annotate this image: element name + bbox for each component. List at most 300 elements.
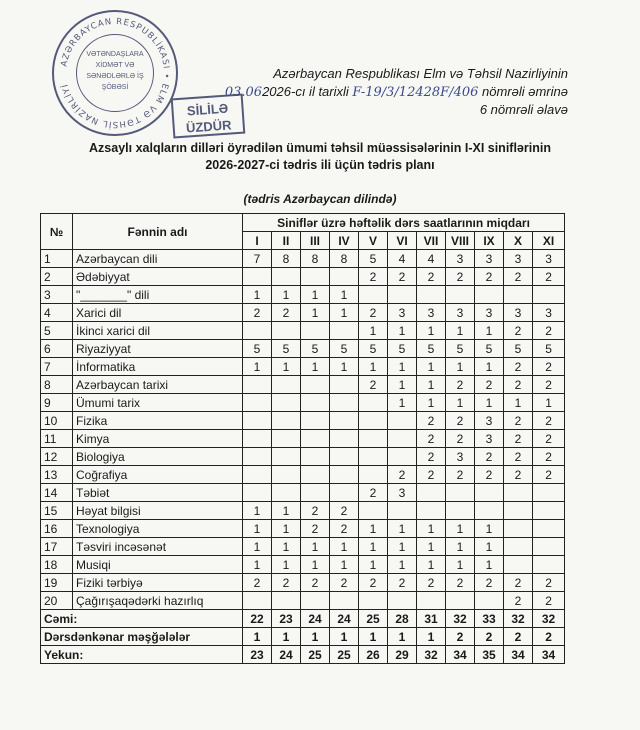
hours-cell: 1: [533, 394, 565, 412]
hours-cell: 2: [504, 466, 533, 484]
hours-cell: [388, 592, 417, 610]
hours-cell: [243, 466, 272, 484]
hours-cell: 2: [533, 412, 565, 430]
row-number: 19: [41, 574, 73, 592]
hours-cell: 1: [359, 538, 388, 556]
hours-cell: [243, 412, 272, 430]
hours-cell: 1: [359, 556, 388, 574]
hours-cell: 2: [243, 574, 272, 592]
table-row: [41, 502, 565, 520]
hours-cell: 1: [359, 520, 388, 538]
total-cell: 34: [533, 646, 565, 664]
hours-cell: 5: [504, 340, 533, 358]
subject-name: Azərbaycan dili: [73, 250, 243, 268]
hours-cell: 1: [330, 358, 359, 376]
hours-cell: 2: [475, 574, 504, 592]
hours-cell: 3: [388, 484, 417, 502]
hours-cell: 5: [359, 340, 388, 358]
subject-name: İnformatika: [73, 358, 243, 376]
hours-cell: 5: [475, 340, 504, 358]
hours-cell: [330, 412, 359, 430]
hours-cell: 1: [388, 556, 417, 574]
grade-header: IX: [475, 232, 504, 250]
hours-cell: [533, 502, 565, 520]
total-cell: 26: [359, 646, 388, 664]
hours-cell: [533, 538, 565, 556]
document-title-line1: Azsaylı xalqların dilləri öyrədilən ümumi təhsil müəssisələrinin I-XI siniflərinin: [89, 141, 551, 155]
totals-label: Yekun:: [41, 646, 243, 664]
table-row: [41, 340, 565, 358]
hours-cell: [330, 268, 359, 286]
hours-cell: 4: [417, 250, 446, 268]
hours-cell: 2: [504, 376, 533, 394]
hours-cell: 2: [475, 376, 504, 394]
hours-cell: 8: [301, 250, 330, 268]
row-number: 20: [41, 592, 73, 610]
subject-name: Ümumi tarix: [73, 394, 243, 412]
total-cell: 34: [446, 646, 475, 664]
hours-cell: [446, 502, 475, 520]
hours-cell: [417, 592, 446, 610]
total-cell: 2: [446, 628, 475, 646]
row-number: 16: [41, 520, 73, 538]
hours-cell: 1: [417, 376, 446, 394]
hours-cell: [301, 376, 330, 394]
hours-cell: 2: [504, 322, 533, 340]
subject-name: Kimya: [73, 430, 243, 448]
grade-header: VII: [417, 232, 446, 250]
hours-cell: 1: [417, 394, 446, 412]
subject-name: Biologiya: [73, 448, 243, 466]
hours-cell: [417, 286, 446, 304]
row-number: 1: [41, 250, 73, 268]
hours-cell: [475, 502, 504, 520]
col-number-header: №: [41, 214, 73, 250]
total-cell: 29: [388, 646, 417, 664]
hours-cell: 1: [243, 520, 272, 538]
hours-cell: 2: [417, 268, 446, 286]
totals-row: [41, 646, 565, 664]
hours-cell: [359, 448, 388, 466]
hours-cell: [359, 430, 388, 448]
subject-name: Riyaziyyat: [73, 340, 243, 358]
hours-cell: [243, 448, 272, 466]
table-row: [41, 556, 565, 574]
col-subject-header: Fənnin adı: [73, 214, 243, 250]
row-number: 12: [41, 448, 73, 466]
hours-cell: [330, 484, 359, 502]
hours-cell: 5: [272, 340, 301, 358]
total-cell: 1: [243, 628, 272, 646]
hours-cell: 2: [533, 466, 565, 484]
hours-cell: 1: [272, 358, 301, 376]
table-row: [41, 322, 565, 340]
subject-name: Xarici dil: [73, 304, 243, 322]
hours-cell: [301, 466, 330, 484]
row-number: 2: [41, 268, 73, 286]
hours-cell: [533, 520, 565, 538]
hours-cell: 1: [388, 376, 417, 394]
hours-cell: 1: [475, 556, 504, 574]
hours-cell: 1: [388, 358, 417, 376]
hours-cell: 3: [475, 250, 504, 268]
hours-cell: [533, 484, 565, 502]
subject-name: Çağırışaqədərki hazırlıq: [73, 592, 243, 610]
hours-cell: [388, 412, 417, 430]
header-appendix: 6 nömrəli əlavə: [479, 102, 568, 117]
stamp-line: ÜZDÜR: [185, 117, 232, 136]
hours-cell: 1: [388, 322, 417, 340]
hours-cell: 1: [243, 538, 272, 556]
hours-cell: [272, 466, 301, 484]
row-number: 9: [41, 394, 73, 412]
hours-cell: [359, 466, 388, 484]
hours-cell: [446, 592, 475, 610]
total-cell: 28: [388, 610, 417, 628]
handwritten-date: 03.06: [224, 85, 263, 100]
hours-cell: 1: [388, 520, 417, 538]
hours-cell: [504, 484, 533, 502]
totals-label: Dərsdənkənar məşğələlər: [41, 628, 243, 646]
subject-name: Coğrafiya: [73, 466, 243, 484]
subject-name: Texnologiya: [73, 520, 243, 538]
stamp-line: SİLİLƏ: [186, 100, 229, 119]
total-cell: 1: [301, 628, 330, 646]
table-body: [41, 250, 565, 664]
hours-cell: 1: [417, 538, 446, 556]
svg-text:AZƏRBAYCAN RESPUBLİKASI • ELM: AZƏRBAYCAN RESPUBLİKASI • ELM VƏ TƏHSİL NAZİRLİYİ: [59, 16, 172, 130]
grade-header: VI: [388, 232, 417, 250]
hours-cell: 1: [330, 556, 359, 574]
hours-cell: 5: [330, 340, 359, 358]
total-cell: 24: [272, 646, 301, 664]
hours-cell: 2: [417, 466, 446, 484]
total-cell: 1: [388, 628, 417, 646]
hours-cell: [388, 286, 417, 304]
hours-cell: [504, 538, 533, 556]
hours-cell: [504, 286, 533, 304]
hours-cell: 1: [446, 520, 475, 538]
hours-cell: 2: [533, 376, 565, 394]
hours-cell: 2: [446, 412, 475, 430]
hours-cell: 1: [446, 358, 475, 376]
hours-cell: 1: [272, 520, 301, 538]
table-row: [41, 448, 565, 466]
hours-cell: [243, 484, 272, 502]
hours-cell: 2: [359, 484, 388, 502]
hours-cell: 2: [330, 520, 359, 538]
hours-cell: 2: [359, 574, 388, 592]
hours-cell: 1: [330, 286, 359, 304]
hours-cell: 2: [417, 412, 446, 430]
table-row: [41, 358, 565, 376]
hours-cell: [417, 502, 446, 520]
total-cell: 32: [533, 610, 565, 628]
hours-cell: 2: [417, 448, 446, 466]
total-cell: 25: [301, 646, 330, 664]
hours-cell: 2: [359, 376, 388, 394]
hours-cell: [330, 376, 359, 394]
hours-cell: 2: [504, 412, 533, 430]
hours-cell: 1: [359, 358, 388, 376]
hours-cell: 1: [388, 538, 417, 556]
table-row: [41, 286, 565, 304]
total-cell: 23: [272, 610, 301, 628]
table-row: [41, 394, 565, 412]
hours-cell: 3: [475, 412, 504, 430]
hours-cell: 4: [388, 250, 417, 268]
grade-header: V: [359, 232, 388, 250]
hours-cell: [301, 448, 330, 466]
total-cell: 2: [533, 628, 565, 646]
hours-cell: 2: [446, 430, 475, 448]
table-row: [41, 250, 565, 268]
total-cell: 24: [301, 610, 330, 628]
table-row: [41, 520, 565, 538]
hours-cell: 1: [475, 520, 504, 538]
total-cell: 2: [475, 628, 504, 646]
hours-cell: 3: [533, 250, 565, 268]
handwritten-number: F-19/3/12428F/406: [352, 85, 479, 100]
hours-cell: 2: [475, 466, 504, 484]
hours-cell: 3: [388, 304, 417, 322]
hours-cell: [446, 286, 475, 304]
subject-name: İkinci xarici dil: [73, 322, 243, 340]
seal-line: SƏNƏDLƏRLƏ İŞ: [86, 73, 144, 80]
row-number: 4: [41, 304, 73, 322]
hours-cell: [359, 394, 388, 412]
hours-cell: 1: [272, 556, 301, 574]
hours-cell: 1: [301, 538, 330, 556]
hours-cell: 2: [504, 448, 533, 466]
hours-cell: [533, 556, 565, 574]
hours-cell: 2: [272, 574, 301, 592]
hours-cell: 2: [504, 268, 533, 286]
hours-cell: [417, 484, 446, 502]
subject-name: Təbiət: [73, 484, 243, 502]
hours-cell: 1: [504, 394, 533, 412]
hours-cell: [301, 268, 330, 286]
grade-header: XI: [533, 232, 565, 250]
hours-cell: 1: [301, 556, 330, 574]
hours-cell: 8: [330, 250, 359, 268]
hours-cell: [272, 430, 301, 448]
hours-cell: [533, 286, 565, 304]
total-cell: 32: [446, 610, 475, 628]
hours-cell: 2: [446, 466, 475, 484]
hours-cell: 5: [301, 340, 330, 358]
table-row: [41, 538, 565, 556]
hours-cell: 1: [446, 394, 475, 412]
total-cell: 2: [504, 628, 533, 646]
seal-inner-circle: [76, 34, 154, 112]
grade-header: I: [243, 232, 272, 250]
hours-cell: 2: [533, 574, 565, 592]
hours-cell: 1: [388, 394, 417, 412]
hours-cell: 2: [533, 592, 565, 610]
hours-cell: 1: [446, 556, 475, 574]
hours-cell: 8: [272, 250, 301, 268]
hours-cell: 3: [417, 304, 446, 322]
table-row: [41, 304, 565, 322]
grade-header: IV: [330, 232, 359, 250]
hours-cell: 3: [475, 304, 504, 322]
document-subtitle: (tədris Azərbaycan dilində): [243, 192, 397, 206]
hours-cell: 1: [417, 520, 446, 538]
hours-cell: 1: [243, 358, 272, 376]
hours-cell: 2: [359, 268, 388, 286]
hours-cell: [272, 592, 301, 610]
hours-cell: 3: [446, 448, 475, 466]
hours-cell: 3: [446, 304, 475, 322]
hours-cell: 5: [243, 340, 272, 358]
hours-cell: [330, 322, 359, 340]
hours-cell: 1: [330, 304, 359, 322]
hours-cell: 2: [388, 574, 417, 592]
total-cell: 35: [475, 646, 504, 664]
row-number: 13: [41, 466, 73, 484]
table-row: [41, 412, 565, 430]
hours-cell: [301, 592, 330, 610]
hours-cell: 2: [504, 430, 533, 448]
total-cell: 31: [417, 610, 446, 628]
row-number: 15: [41, 502, 73, 520]
hours-cell: [272, 268, 301, 286]
table-row: [41, 376, 565, 394]
hours-cell: 1: [417, 556, 446, 574]
hours-cell: [504, 502, 533, 520]
row-number: 11: [41, 430, 73, 448]
hours-cell: [243, 592, 272, 610]
hours-cell: [272, 394, 301, 412]
table-row: [41, 268, 565, 286]
totals-row: [41, 610, 565, 628]
seal-line: ŞÖBƏSİ: [101, 84, 129, 91]
hours-cell: 3: [504, 250, 533, 268]
row-number: 8: [41, 376, 73, 394]
row-number: 17: [41, 538, 73, 556]
hours-cell: 1: [330, 538, 359, 556]
total-cell: 32: [417, 646, 446, 664]
totals-label: Cəmi:: [41, 610, 243, 628]
hours-cell: 2: [330, 502, 359, 520]
total-cell: 32: [504, 610, 533, 628]
grade-header: III: [301, 232, 330, 250]
hours-cell: [359, 286, 388, 304]
row-number: 3: [41, 286, 73, 304]
hours-cell: [388, 502, 417, 520]
hours-cell: [330, 466, 359, 484]
row-number: 5: [41, 322, 73, 340]
hours-cell: [388, 448, 417, 466]
hours-cell: [272, 412, 301, 430]
hours-cell: 2: [359, 304, 388, 322]
hours-cell: 2: [243, 304, 272, 322]
hours-cell: 1: [475, 322, 504, 340]
subject-name: Fizika: [73, 412, 243, 430]
total-cell: 25: [359, 610, 388, 628]
hours-cell: 1: [417, 322, 446, 340]
hours-cell: [301, 412, 330, 430]
hours-cell: [359, 502, 388, 520]
grade-header: VIII: [446, 232, 475, 250]
hours-cell: 1: [301, 286, 330, 304]
hours-cell: [330, 448, 359, 466]
hours-cell: 1: [301, 358, 330, 376]
total-cell: 23: [243, 646, 272, 664]
hours-cell: [243, 376, 272, 394]
hours-cell: [330, 592, 359, 610]
hours-cell: [475, 484, 504, 502]
hours-cell: 1: [243, 286, 272, 304]
hours-cell: [243, 430, 272, 448]
hours-cell: [475, 286, 504, 304]
row-number: 10: [41, 412, 73, 430]
total-cell: 24: [330, 610, 359, 628]
hours-cell: [359, 412, 388, 430]
hours-cell: [272, 376, 301, 394]
subject-name: Musiqi: [73, 556, 243, 574]
hours-cell: [301, 322, 330, 340]
hours-cell: [243, 322, 272, 340]
seal-line: VƏTƏNDAŞLARA: [86, 51, 144, 58]
hours-cell: [359, 592, 388, 610]
totals-row: [41, 628, 565, 646]
total-cell: 34: [504, 646, 533, 664]
hours-cell: 2: [446, 574, 475, 592]
total-cell: 1: [359, 628, 388, 646]
hours-cell: 2: [330, 574, 359, 592]
total-cell: 25: [330, 646, 359, 664]
hours-cell: 2: [504, 358, 533, 376]
hours-cell: 1: [243, 502, 272, 520]
subject-name: "_______" dili: [73, 286, 243, 304]
hours-cell: 2: [504, 592, 533, 610]
total-cell: 1: [272, 628, 301, 646]
hours-cell: 2: [504, 574, 533, 592]
hours-cell: 1: [272, 502, 301, 520]
hours-cell: 1: [446, 322, 475, 340]
hours-cell: [475, 592, 504, 610]
hours-cell: 3: [504, 304, 533, 322]
hours-cell: 2: [446, 268, 475, 286]
copy-stamp: [171, 94, 246, 139]
grade-header: X: [504, 232, 533, 250]
hours-cell: 2: [533, 268, 565, 286]
table-row: [41, 466, 565, 484]
hours-cell: [504, 556, 533, 574]
header-number-text: nömrəli əmrinə: [482, 84, 568, 99]
table-row: [41, 574, 565, 592]
row-number: 14: [41, 484, 73, 502]
hours-cell: 1: [475, 538, 504, 556]
hours-cell: [301, 484, 330, 502]
hours-cell: [272, 322, 301, 340]
hours-cell: 5: [388, 340, 417, 358]
hours-cell: 2: [417, 574, 446, 592]
hours-cell: 3: [446, 250, 475, 268]
hours-cell: [301, 430, 330, 448]
hours-cell: 1: [446, 538, 475, 556]
hours-cell: 5: [417, 340, 446, 358]
col-group-header: Siniflər üzrə həftəlik dərs saatlarının miqdarı: [243, 214, 565, 232]
hours-cell: [243, 268, 272, 286]
hours-cell: [272, 484, 301, 502]
total-cell: 33: [475, 610, 504, 628]
table-row: [41, 430, 565, 448]
document-title-line2: 2026-2027-ci tədris ili üçün tədris planı: [205, 158, 435, 172]
hours-cell: [272, 448, 301, 466]
